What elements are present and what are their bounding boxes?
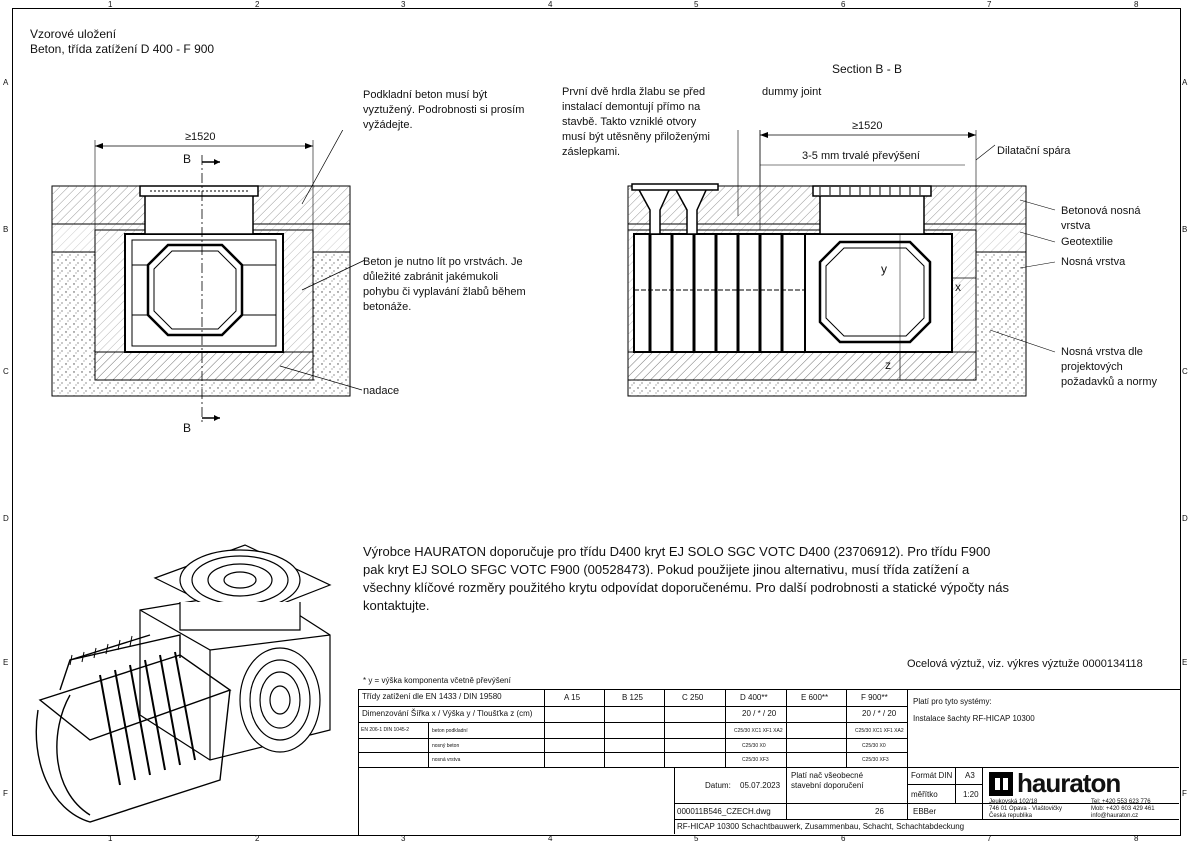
hauraton-logo: hauraton	[1017, 768, 1121, 798]
left-cross-section	[40, 130, 370, 440]
concrete-row-d: C25/30 X0	[742, 743, 766, 749]
company-contact	[1091, 799, 1155, 820]
row-label: D	[3, 514, 9, 523]
row-label: E	[3, 658, 9, 667]
row-label: A	[1182, 78, 1188, 87]
note-line: instalací demontují přímo na	[562, 101, 701, 113]
section-title: Section B - B	[832, 62, 903, 76]
dim-z-label: z	[885, 358, 891, 372]
class-d400: D 400**	[740, 693, 768, 702]
address-line: 746 01 Opava - Vlaštovičky	[989, 806, 1063, 812]
section-cut-label-top: B	[183, 152, 192, 166]
dilatation-label: Dilatační spára	[997, 145, 1071, 157]
recommendation-line: všechny klíčové rozměry použitého krytu odpovídat doporučenému. Pro další podrobnosti a statické výpočty nás	[363, 580, 1010, 595]
recommendation-line: kontaktujte.	[363, 598, 430, 613]
drawing-number: 000011B546_CZECH.dwg	[677, 807, 771, 816]
concrete-row-label: beton podkladní	[432, 728, 468, 734]
stamp-line: stavební doporučení	[791, 781, 864, 790]
col-label: 8	[1134, 834, 1139, 843]
overlap-label: 3-5 mm trvalé převýšení	[802, 150, 920, 162]
label-line: vrstva	[1061, 220, 1091, 232]
col-label: 1	[108, 0, 113, 9]
col-label: 5	[694, 834, 699, 843]
contact-line: info@hauraton.cz	[1091, 813, 1139, 819]
scale-value: 1:20	[963, 790, 979, 799]
general-note-stamp	[791, 771, 864, 791]
dims-d400: 20 / * / 20	[742, 709, 777, 718]
classes-label: Třídy zatížení dle EN 1433 / DIN 19580	[362, 692, 502, 701]
class-f900: F 900**	[861, 693, 888, 702]
col-label: 4	[548, 834, 553, 843]
stamp-line: Platí nač všeobecné	[791, 771, 864, 780]
left-dim-label: ≥1520	[185, 131, 216, 143]
col-label: 2	[255, 834, 260, 843]
scale-label: měřítko	[911, 790, 938, 799]
note-line: pohybu či vyplavání žlabů během	[363, 286, 526, 298]
col-label: 7	[987, 834, 992, 843]
contact-line: Tel: +420 553 623 776	[1091, 799, 1151, 805]
label-line: Betonová nosná	[1061, 205, 1141, 217]
row-label: F	[1182, 789, 1187, 798]
hauraton-logo-mark	[989, 772, 1013, 796]
left-note-mid	[363, 255, 526, 315]
note-line: Podkladní beton musí být	[363, 89, 488, 101]
author: EBBer	[913, 807, 937, 816]
class-c250: C 250	[682, 693, 704, 702]
recommendation-line: pak kryt EJ SOLO SFGC VOTC F900 (00528473). Pokud použijete jinou alternativu, musí třída zatížení a	[363, 562, 970, 577]
system-name: Instalace šachty RF-HICAP 10300	[913, 714, 1035, 723]
dim-y-label: y	[881, 262, 887, 276]
note-line: První dvě hrdla žlabu se před	[562, 86, 706, 98]
layer-label-geotextile: Geotextilie	[1061, 236, 1113, 248]
dim-x-label: x	[955, 280, 961, 294]
concrete-row-f: C25/30 X0	[862, 743, 886, 749]
col-label: 3	[401, 834, 406, 843]
label-line: požadavků a normy	[1061, 376, 1157, 388]
row-label: A	[3, 78, 9, 87]
class-e600: E 600**	[801, 693, 829, 702]
col-label: 1	[108, 834, 113, 843]
address-line: Česká republika	[989, 813, 1033, 819]
format-label: Formát DIN	[911, 771, 953, 780]
layer-label-bearing: Nosná vrstva	[1061, 256, 1126, 268]
rebar-note: Ocelová výztuž, viz. výkres výztuže 0000134118	[907, 658, 1143, 670]
dims-f900: 20 / * / 20	[862, 709, 897, 718]
norm-label: EN 206-1 DIN 1045-2	[361, 727, 410, 733]
concrete-row-f: C25/30 XC1 XF1 XA2	[855, 728, 904, 734]
date-value: 05.07.2023	[740, 781, 781, 790]
valid-for-label: Platí pro tyto systémy:	[913, 697, 992, 706]
row-label: B	[3, 225, 9, 234]
concrete-row-d: C25/30 XC1 XF1 XA2	[734, 728, 783, 734]
note-line: vyztužený. Podrobnosti si prosím	[363, 104, 525, 116]
col-label: 6	[841, 0, 846, 9]
row-label: B	[1182, 225, 1188, 234]
note-line: stavbě. Takto vzniklé otvory	[562, 116, 697, 128]
row-label: D	[1182, 514, 1188, 523]
note-line: betonáže.	[363, 301, 412, 313]
label-line: projektových	[1061, 361, 1123, 373]
row-label: F	[3, 789, 8, 798]
footnote: * y = výška komponenta včetně převýšení	[363, 676, 511, 685]
col-label: 8	[1134, 0, 1139, 9]
label-line: Nosná vrstva dle	[1061, 346, 1143, 358]
col-label: 3	[401, 0, 406, 9]
recommendation-text	[363, 543, 1083, 615]
note-line: záslepkami.	[562, 146, 621, 158]
col-label: 2	[255, 0, 260, 9]
header-line-2: Beton, třída zatížení D 400 - F 900	[30, 42, 215, 56]
concrete-row-label: nosný beton	[432, 743, 460, 749]
col-label: 6	[841, 834, 846, 843]
concrete-row-d: C25/30 XF3	[742, 757, 769, 763]
dims-label: Dimenzování Šířka x / Výška y / Tloušťka z (cm)	[362, 709, 533, 718]
left-note-bottom: nadace	[363, 385, 400, 397]
col-label: 7	[987, 0, 992, 9]
note-line: vyžádejte.	[363, 119, 413, 131]
product-isometric-illustration	[30, 540, 340, 830]
row-label: C	[1182, 367, 1188, 376]
concrete-row-f: C25/30 XF3	[862, 757, 889, 763]
note-line: musí být utěsněny přiloženými	[562, 131, 710, 143]
col-label: 5	[694, 0, 699, 9]
contact-line: Mob: +420 603 429 461	[1091, 806, 1155, 812]
header-line-1: Vzorové uložení	[30, 27, 117, 41]
sheet-number: 26	[875, 807, 884, 816]
left-note-top	[363, 88, 524, 133]
right-dim-label: ≥1520	[852, 120, 883, 132]
concrete-row-label: nosná vrstva	[432, 757, 461, 763]
note-line: důležité zabránit jakémukoli	[363, 271, 499, 283]
company-address	[989, 799, 1062, 820]
layer-label-concrete	[1061, 204, 1141, 234]
drawing-description: RF-HICAP 10300 Schachtbauwerk, Zusammenbau, Schacht, Schachtabdeckung	[677, 822, 965, 831]
format-value: A3	[965, 771, 975, 780]
section-b-b-drawing	[620, 130, 1060, 420]
address-line: Jeukovská 102/18	[989, 799, 1038, 805]
layer-label-bearing-per-project	[1061, 345, 1157, 390]
dummy-joint-label: dummy joint	[762, 86, 822, 98]
section-cut-label-bottom: B	[183, 421, 192, 435]
row-label: C	[3, 367, 9, 376]
class-a15: A 15	[564, 693, 581, 702]
date-label: Datum:	[705, 781, 731, 790]
note-line: Beton je nutno lít po vrstvách. Je	[363, 256, 523, 268]
row-label: E	[1182, 658, 1188, 667]
recommendation-line: Výrobce HAURATON doporučuje pro třídu D400 kryt EJ SOLO SGC VOTC D400 (23706912). Pro třídu F900	[363, 544, 991, 559]
col-label: 4	[548, 0, 553, 9]
class-b125: B 125	[622, 693, 643, 702]
